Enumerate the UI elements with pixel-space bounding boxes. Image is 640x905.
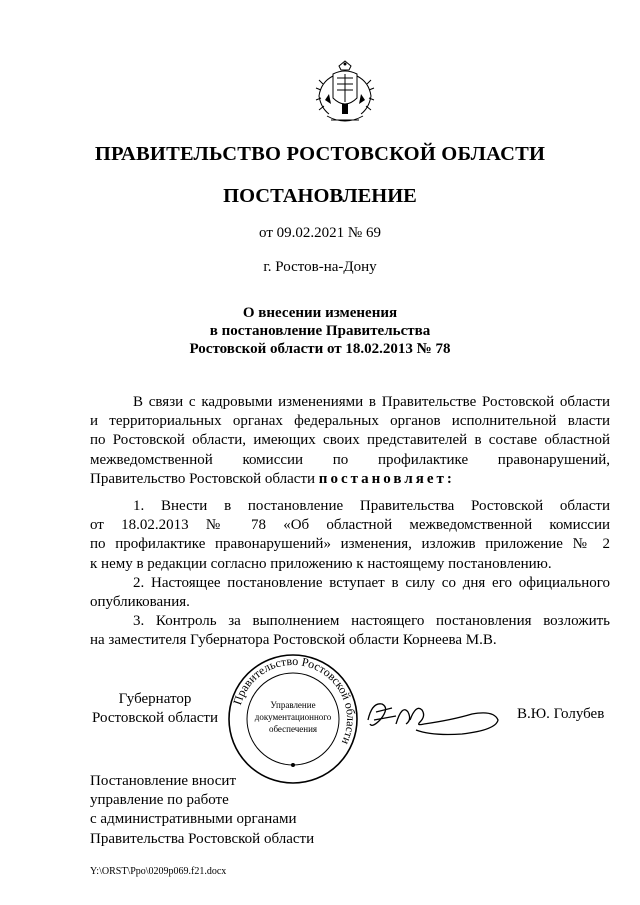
resolves-word: постановляет: bbox=[318, 470, 455, 487]
preamble-line: Правительство Ростовской области bbox=[90, 470, 316, 487]
signer-position-line: Губернатор bbox=[118, 691, 192, 707]
preamble-line: по Ростовской области, имеющих своих представителей в составе областной bbox=[90, 432, 610, 449]
coat-of-arms-icon bbox=[315, 60, 375, 128]
file-path: Y:\ORST\Ppo\0209p069.f21.docx bbox=[90, 866, 227, 877]
submitted-by-block bbox=[90, 772, 314, 849]
stamp-inner-text: документационного bbox=[254, 712, 332, 722]
document-city: г. Ростов-на-Дону bbox=[263, 259, 377, 275]
item-line: 3. Контроль за выполнением настоящего постановления возложить bbox=[133, 613, 610, 630]
preamble-line: межведомственной комиссии по профилактике правонарушений, bbox=[90, 451, 610, 468]
item-line: к нему в редакции согласно приложению к настоящему постановлению. bbox=[90, 555, 552, 572]
official-stamp-icon bbox=[226, 652, 360, 786]
preamble-last-line bbox=[90, 470, 610, 489]
stamp-outer-text: Правительство Ростовской области bbox=[230, 653, 359, 747]
item-line: на заместителя Губернатора Ростовской области Корнеева М.В. bbox=[90, 632, 497, 649]
subject-line: в постановление Правительства bbox=[209, 323, 431, 339]
document-subject bbox=[0, 304, 640, 358]
item-line: от 18.02.2013 № 78 «Об областной межведомственной комиссии bbox=[90, 517, 610, 534]
signer-position-line: Ростовской области bbox=[92, 710, 218, 726]
document-date-number: от 09.02.2021 № 69 bbox=[259, 225, 381, 241]
preamble-line: В связи с кадровыми изменениями в Правительстве Ростовской области bbox=[133, 394, 610, 410]
stamp-inner-text: Управление bbox=[270, 700, 316, 710]
subject-line: О внесении изменения bbox=[242, 305, 398, 321]
government-title: ПРАВИТЕЛЬСТВО РОСТОВСКОЙ ОБЛАСТИ bbox=[94, 143, 546, 165]
preamble-line: и территориальных органах федеральных органов исполнительной власти bbox=[90, 413, 610, 430]
preamble-paragraph bbox=[90, 393, 610, 489]
footer-line: с административными органами bbox=[90, 811, 297, 828]
footer-line: Правительства Ростовской области bbox=[90, 830, 315, 847]
signer-position bbox=[90, 690, 220, 728]
handwritten-signature-icon bbox=[362, 690, 502, 740]
document-type: ПОСТАНОВЛЕНИЕ bbox=[223, 185, 417, 207]
item-line: по профилактике правонарушений» изменения, изложив приложение № 2 bbox=[90, 536, 610, 553]
signer-name: В.Ю. Голубев bbox=[517, 706, 605, 722]
footer-line: управление по работе bbox=[90, 792, 229, 809]
footer-line: Постановление вносит bbox=[90, 773, 237, 789]
item-line: 2. Настоящее постановление вступает в силу со дня его официального bbox=[133, 574, 610, 591]
resolution-items bbox=[90, 497, 610, 651]
subject-line: Ростовской области от 18.02.2013 № 78 bbox=[189, 341, 451, 357]
item-line: опубликования. bbox=[90, 594, 190, 611]
item-line: 1. Внести в постановление Правительства Ростовской области bbox=[133, 498, 610, 514]
stamp-inner-text: обеспечения bbox=[268, 724, 318, 734]
